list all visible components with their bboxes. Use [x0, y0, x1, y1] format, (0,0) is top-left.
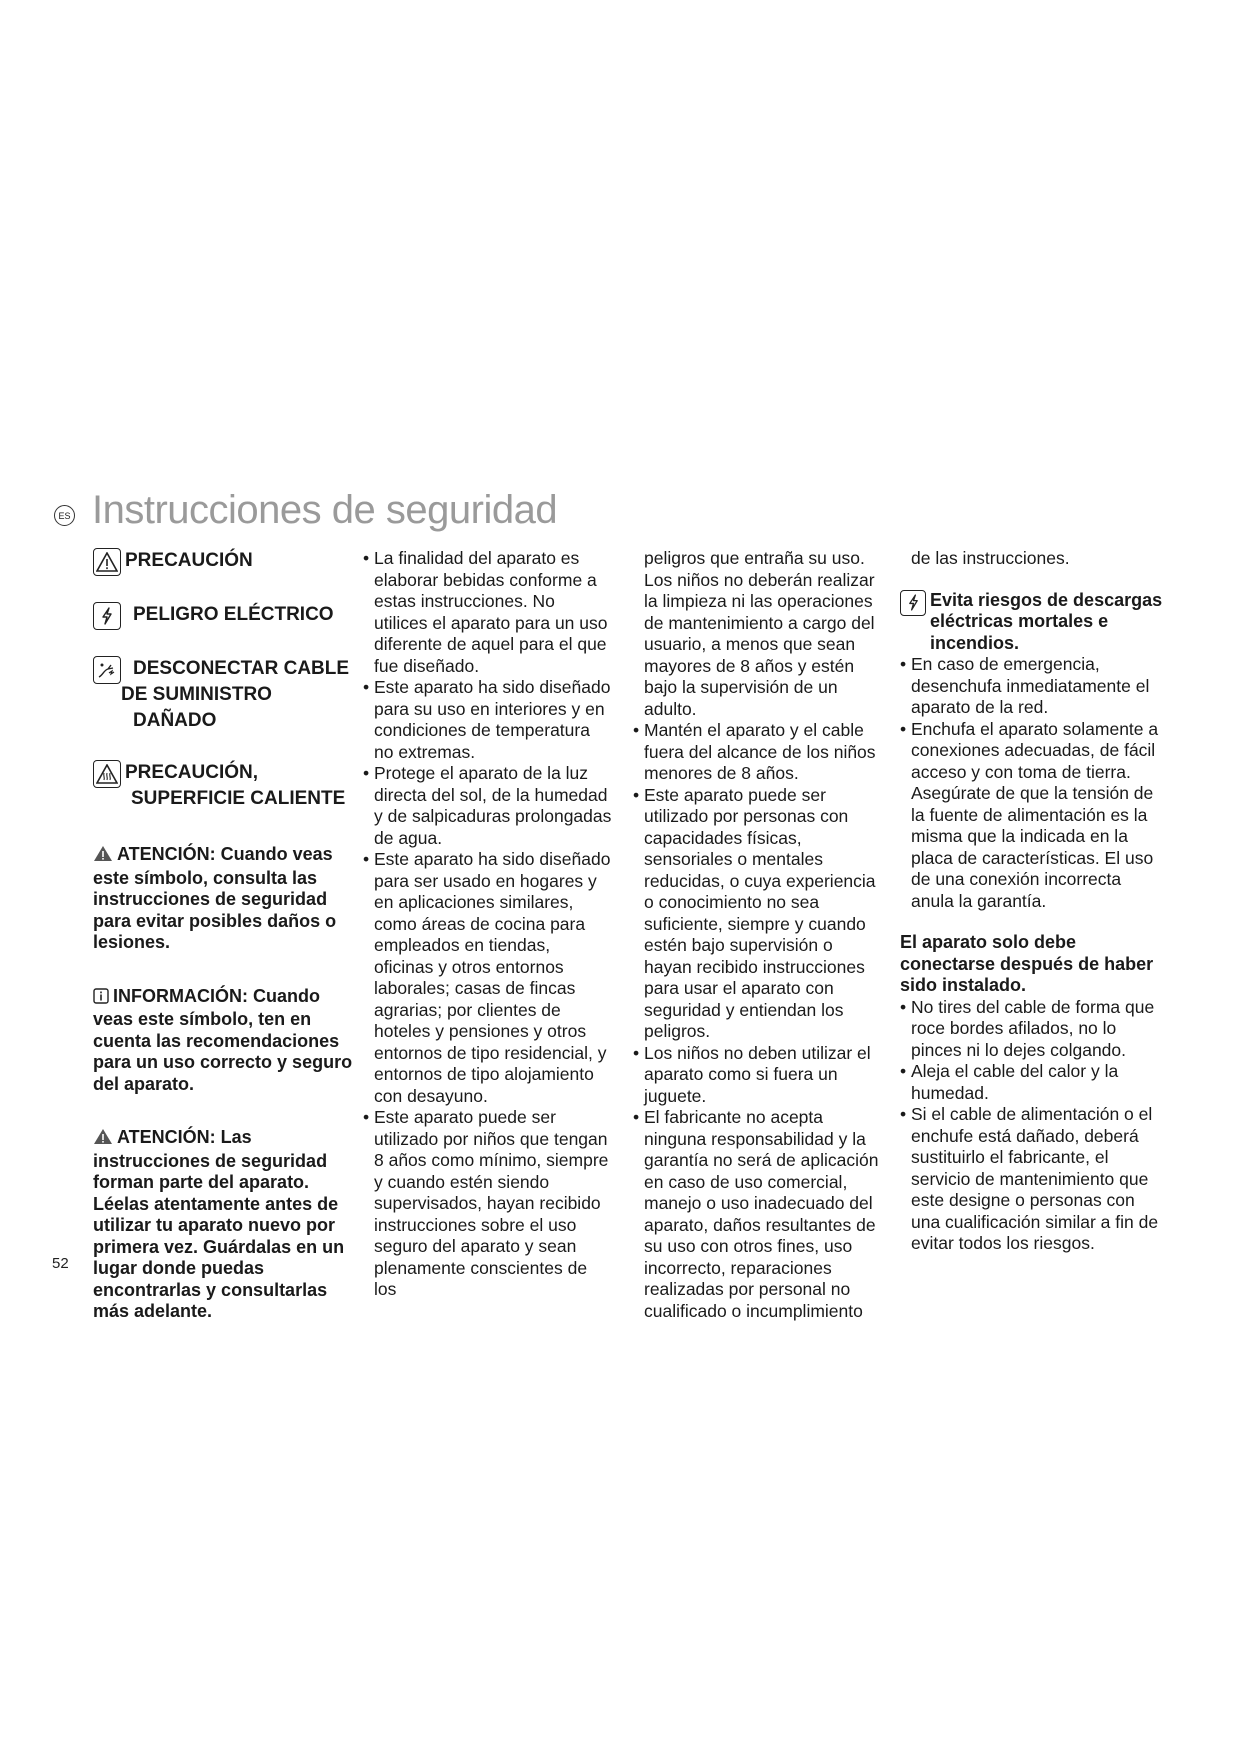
- attention-note-text: ATENCIÓN: Las instrucciones de seguridad forman parte del aparato. Léelas atentamente antes de utilizar tu aparato nuevo por primera vez. Guárdalas en un lugar donde puedas encontrarlas y consultarlas más adelante.: [93, 1127, 345, 1321]
- list-item: • Aleja el cable del calor y la humedad.: [900, 1061, 1165, 1104]
- column-3: [633, 548, 883, 1322]
- symbol-label: [121, 656, 355, 734]
- symbol-label-line1: PRECAUCIÓN,: [125, 762, 259, 783]
- symbol-label-line2: DE SUMINISTRO DAÑADO: [121, 684, 272, 731]
- symbol-label: PRECAUCIÓN: [125, 550, 253, 571]
- continued-text: de las instrucciones.: [911, 548, 1070, 568]
- symbol-label-line2: SUPERFICIE CALIENTE: [131, 788, 346, 809]
- warning-triangle-icon: [93, 548, 121, 576]
- symbol-label: PELIGRO ELÉCTRICO: [133, 604, 334, 625]
- warning-triangle-icon: [93, 1128, 113, 1151]
- safety-list: [900, 997, 1165, 1255]
- symbol-electric-danger: [93, 602, 355, 630]
- electric-bolt-icon: [93, 602, 121, 630]
- attention-note-2: [93, 1127, 355, 1323]
- list-item: • Este aparato puede ser utilizado por niños que tengan 8 años como mínimo, siempre y cuando estén siendo supervisados, hayan recibido instrucciones sobre el uso seguro del aparato y sean plenamente conscientes de los: [363, 1107, 613, 1301]
- page-title: Instrucciones de seguridad: [92, 488, 558, 532]
- section-heading-text: Evita riesgos de descargas eléctricas mortales e incendios.: [930, 589, 1163, 653]
- electric-bolt-icon: [900, 590, 926, 616]
- symbol-label: [125, 760, 345, 812]
- attention-note-text: ATENCIÓN: Cuando veas este símbolo, consulta las instrucciones de seguridad para evitar posibles daños o lesiones.: [93, 844, 337, 952]
- info-icon: [93, 988, 109, 1010]
- section-heading-installation: El aparato solo debe conectarse después de haber sido instalado.: [900, 932, 1154, 995]
- symbol-label-line1: DESCONECTAR CABLE: [133, 658, 350, 679]
- list-item: • Los niños no deben utilizar el aparato como si fuera un juguete.: [633, 1043, 883, 1108]
- symbol-damaged-cable: [93, 656, 355, 734]
- section-heading-electric: [900, 590, 1165, 655]
- list-item: • El fabricante no acepta ninguna responsabilidad y la garantía no será de aplicación en caso de uso comercial, manejo o uso inadecuado del aparato, daños resultantes de su uso con otros fines, uso incorrecto, reparaciones realizadas por personal no cualificado o incumplimiento: [633, 1107, 883, 1322]
- safety-list: [900, 654, 1165, 912]
- safety-list: [633, 720, 883, 1322]
- list-item: • Enchufa el aparato solamente a conexiones adecuadas, de fácil acceso y con toma de tierra. Asegúrate de que la tensión de la fuente de alimentación es la misma que la indicada en la placa de características. El uso de una conexión incorrecta anula la garantía.: [900, 719, 1165, 913]
- hot-surface-icon: [93, 760, 121, 788]
- list-item: • Mantén el aparato y el cable fuera del alcance de los niños menores de 8 años.: [633, 720, 883, 785]
- information-note: [93, 986, 355, 1096]
- page-number: 52: [52, 1255, 69, 1272]
- list-item: • En caso de emergencia, desenchufa inmediatamente el aparato de la red.: [900, 654, 1165, 719]
- language-badge: ES: [54, 505, 75, 526]
- column-2: [363, 548, 613, 1301]
- symbol-hot-surface: [93, 760, 355, 812]
- list-item: • Protege el aparato de la luz directa del sol, de la humedad y de salpicaduras prolongadas de agua.: [363, 763, 613, 849]
- column-4: [900, 548, 1165, 1255]
- warning-triangle-icon: [93, 845, 113, 868]
- safety-list: [363, 548, 613, 1301]
- column-1: [93, 548, 355, 1323]
- list-item: • No tires del cable de forma que roce bordes afilados, no lo pinces ni lo dejes colgando.: [900, 997, 1165, 1062]
- attention-note: [93, 844, 355, 954]
- symbol-caution: [93, 548, 355, 576]
- list-item: • Este aparato puede ser utilizado por personas con capacidades físicas, sensoriales o mentales reducidas, o cuya experiencia o conocimiento no sea suficiente, siempre y cuando estén bajo supervisión o hayan recibido instrucciones para usar el aparato con seguridad y entiendan los peligros.: [633, 785, 883, 1043]
- list-item: • Si el cable de alimentación o el enchufe está dañado, deberá sustituirlo el fabricante, el servicio de mantenimiento que este designe o personas con una cualificación similar a fin de evitar todos los riesgos.: [900, 1104, 1165, 1255]
- list-item: • La finalidad del aparato es elaborar bebidas conforme a estas instrucciones. No utilices el aparato para un uso diferente de aquel para el que fue diseñado.: [363, 548, 613, 677]
- damaged-cable-icon: [93, 656, 121, 684]
- continued-text: peligros que entraña su uso. Los niños no deberán realizar la limpieza ni las operaciones de mantenimiento a cargo del usuario, a menos que sean mayores de 8 años y estén bajo la supervisión de un adulto.: [644, 548, 875, 719]
- information-note-text: INFORMACIÓN: Cuando veas este símbolo, ten en cuenta las recomendaciones para un uso correcto y seguro del aparato.: [93, 985, 353, 1094]
- list-item: • Este aparato ha sido diseñado para ser usado en hogares y en aplicaciones similares, como áreas de cocina para empleados en tiendas, oficinas y otros entornos laborales; casas de fincas agrarias; por clientes de hoteles y pensiones y otros entornos de tipo residencial, y entornos de tipo alojamiento con desayuno.: [363, 849, 613, 1107]
- list-item: • Este aparato ha sido diseñado para su uso en interiores y en condiciones de temperatura no extremas.: [363, 677, 613, 763]
